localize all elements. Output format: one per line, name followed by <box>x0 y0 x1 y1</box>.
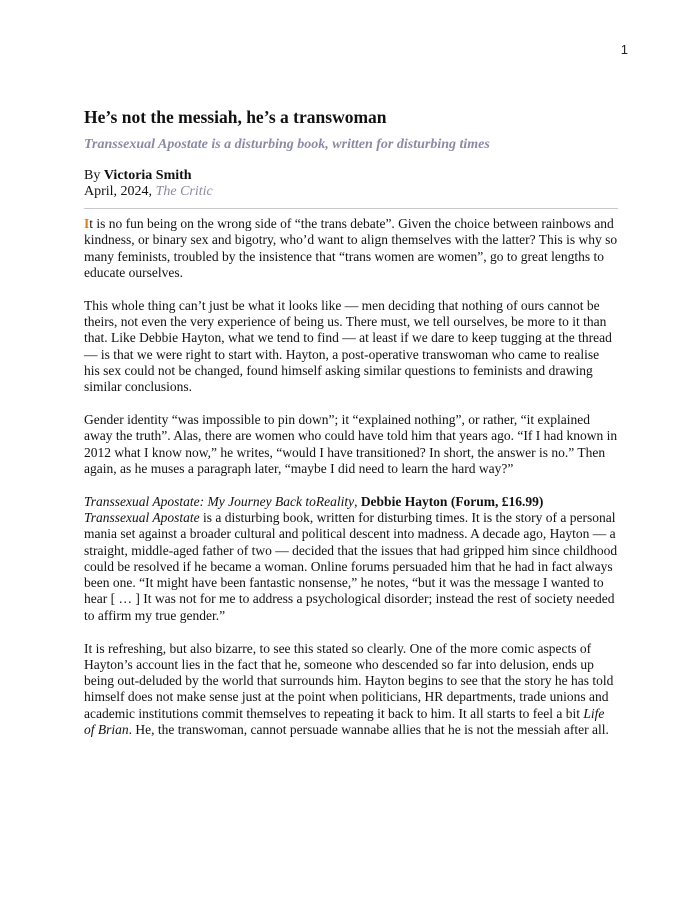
paragraph-3: Gender identity “was impossible to pin down”; it “explained nothing”, or rather, “it explained away the truth”. Alas, there are women who could have told him that years ago. “If I had known in 2012 what I know now,” he writes, “would I have transitioned? In short, the answer is no.” Then again, as he muses a paragraph later, “maybe I did need to learn the hard way?” <box>84 411 618 476</box>
headline: He’s not the messiah, he’s a transwoman <box>84 107 387 127</box>
byline <box>84 168 618 184</box>
subheadline: Transsexual Apostate is a disturbing book, written for disturbing times <box>84 137 490 152</box>
article <box>84 106 618 755</box>
paragraph-1-text: t is no fun being on the wrong side of “the trans debate”. Given the choice between rainbows and kindness, or binary sex and bigotry, who’d want to align themselves with the latter? This is why so many feminists, troubled by the insistence that “trans women are women”, go to great lengths to educate ourselves. <box>84 216 618 280</box>
paragraph-1 <box>84 216 618 281</box>
byline-prefix: By <box>84 168 104 183</box>
divider <box>84 208 618 209</box>
page-number: 1 <box>620 42 628 57</box>
paragraph-4-text: is a disturbing book, written for disturbing times. It is the story of a personal mania set against a broader cultural and political descent into madness. A decade ago, Hayton — a straight, middle-aged father of two — decided that the issues that had gripped him since childhood could be resolved if he became a woman. Online forums persuaded him that he had in fact always been one. “It might have been fantastic nonsense,” he notes, “but it was the message I wanted to hear [ … ] It was not for me to address a psychological disorder; instead the rest of society needed to affirm my true gender.” <box>84 509 618 623</box>
author-name: Victoria Smith <box>103 168 192 183</box>
drop-cap: I <box>84 216 90 231</box>
paragraph-5 <box>84 641 618 739</box>
book-details: Debbie Hayton (Forum, £16.99) <box>360 493 544 509</box>
publication-link[interactable]: The Critic <box>155 184 213 199</box>
date: April, 2024, <box>84 184 156 199</box>
paragraph-4 <box>84 494 618 624</box>
paragraph-5-text-end: . He, the transwoman, cannot persuade wannabe allies that he is not the messiah after all. <box>128 722 609 738</box>
paragraph-2: This whole thing can’t just be what it looks like — men deciding that nothing of ours cannot be theirs, not even the very experience of being us. There must, we tell ourselves, be more to it than that. Like Debbie Hayton, what we tend to find — at least if we dare to keep tugging at the thread — is that we were right to start with. Hayton, a post-operative transwoman who came to realise his sex could not be changed, found himself asking similar questions to feminists and drawing similar conclusions. <box>84 297 612 395</box>
book-title: Transsexual Apostate: My Journey Back toReality <box>84 493 355 509</box>
dateline <box>84 184 618 200</box>
book-title-separator: , <box>354 493 361 509</box>
film-title: Life of Brian <box>84 705 605 738</box>
paragraph-5-text: It is refreshing, but also bizarre, to see this stated so clearly. One of the more comic aspects of Hayton’s account lies in the fact that he, someone who descended so far into delusion, ends up being out-deluded by the world that surrounds him. Hayton begins to see that the story he has told himself does not make sense just at the point when politicians, HR departments, trade unions and academic institutions commit themselves to repeating it back to him. It all starts to feel a bit <box>84 640 614 721</box>
book-title-inline: Transsexual Apostate <box>84 509 200 525</box>
